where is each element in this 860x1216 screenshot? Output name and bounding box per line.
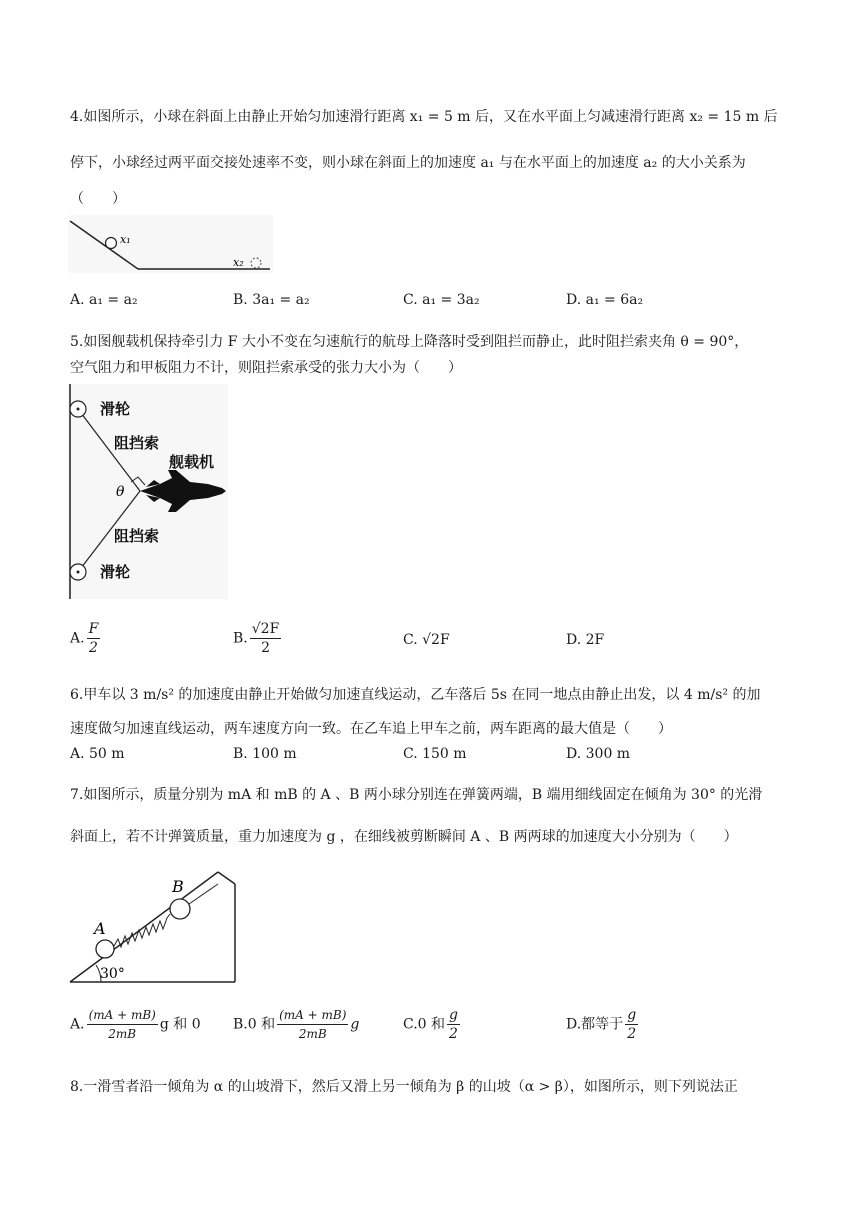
ball-icon bbox=[106, 238, 117, 249]
ball-b-icon bbox=[170, 899, 190, 919]
fig-b-label: B bbox=[172, 877, 184, 896]
q6-stem-line2: 速度做匀加速直线运动，两车速度方向一致。在乙车追上甲车之前，两车距离的最大值是（ ） bbox=[70, 721, 672, 737]
fig-cable-bottom-label: 阻挡索 bbox=[114, 527, 160, 545]
q6-option-a[interactable]: A. 50 m bbox=[70, 746, 125, 762]
fig-pulley-bottom-label: 滑轮 bbox=[100, 563, 131, 581]
q4-stem-line3: （ ） bbox=[70, 191, 126, 207]
q5-figure bbox=[68, 384, 228, 599]
q5-option-d[interactable]: D. 2F bbox=[566, 632, 605, 648]
q4-option-a[interactable]: A. a₁ = a₂ bbox=[70, 292, 138, 308]
fig-pulley-top-label: 滑轮 bbox=[100, 400, 131, 418]
spring-icon bbox=[114, 914, 170, 947]
q7-options bbox=[70, 1006, 792, 1052]
q5-options bbox=[70, 620, 792, 664]
q4-options bbox=[70, 292, 792, 316]
q4-figure bbox=[68, 215, 273, 273]
fig-x2-label: x₂ bbox=[233, 256, 244, 269]
q4-option-b[interactable]: B. 3a₁ = a₂ bbox=[233, 292, 310, 308]
q4-option-c[interactable]: C. a₁ = 3a₂ bbox=[403, 292, 480, 308]
q7-option-b[interactable]: B.0 和 $\frac{(mA + mB)}{2mB}$ g bbox=[233, 1008, 360, 1041]
q7-option-a[interactable]: A. $\frac{(mA + mB)}{2mB}$ g 和 0 bbox=[70, 1008, 201, 1041]
q5-option-c[interactable]: C. √2F bbox=[403, 632, 450, 648]
ball-a-icon bbox=[96, 940, 114, 958]
q7-figure bbox=[68, 868, 240, 986]
fig-plane-label: 舰载机 bbox=[169, 453, 215, 471]
q6-stem-line1: 6.甲车以 3 m/s² 的加速度由静止开始做匀加速直线运动，乙车落后 5s 在同一地点由静止出发，以 4 m/s² 的加 bbox=[70, 687, 761, 703]
fig-a-label: A bbox=[94, 919, 106, 938]
q6-option-d[interactable]: D. 300 m bbox=[566, 746, 631, 762]
q4-stem-line2: 停下，小球经过两平面交接处速率不变，则小球在斜面上的加速度 a₁ 与在水平面上的加速度 a₂ 的大小关系为 bbox=[70, 155, 746, 171]
q8-stem-line1: 8.一滑雪者沿一倾角为 α 的山坡滑下，然后又滑上另一倾角为 β 的山坡（α > β），如图所示，则下列说法正 bbox=[70, 1079, 738, 1095]
q7-option-d[interactable]: D.都等于 $\frac{g}{2}$ bbox=[566, 1007, 637, 1042]
q5-option-b[interactable]: B. $\frac{√2F}{2}$ bbox=[233, 621, 280, 656]
fig-angle-label: 30° bbox=[100, 966, 125, 982]
q7-stem-line2: 斜面上，若不计弹簧质量，重力加速度为 g ，在细线被剪断瞬间 A 、B 两两球的加速度大小分别为（ ） bbox=[70, 829, 738, 845]
fig-cable-top-label: 阻挡索 bbox=[114, 434, 160, 452]
q5-stem-line1: 5.如图舰载机保持牵引力 F 大小不变在匀速航行的航母上降落时受到阻拦而静止，此时阻拦索夹角 θ = 90°， bbox=[70, 334, 749, 350]
q5-option-a[interactable]: A. $\frac{F}{2}$ bbox=[70, 621, 99, 656]
fig-theta-label: θ bbox=[116, 484, 125, 500]
q4-stem-line1: 4.如图所示，小球在斜面上由静止开始匀加速滑行距离 x₁ = 5 m 后，又在水平面上匀减速滑行距离 x₂ = 15 m 后 bbox=[70, 109, 778, 125]
q6-option-b[interactable]: B. 100 m bbox=[233, 746, 297, 762]
q7-option-c[interactable]: C.0 和 $\frac{g}{2}$ bbox=[403, 1007, 458, 1042]
fig-x1-label: x₁ bbox=[120, 233, 131, 246]
q7-stem-line1: 7.如图所示，质量分别为 mA 和 mB 的 A 、B 两小球分别连在弹簧两端，B 端用细线固定在倾角为 30° 的光滑 bbox=[70, 787, 763, 803]
q6-option-c[interactable]: C. 150 m bbox=[403, 746, 467, 762]
q5-stem-line2: 空气阻力和甲板阻力不计，则阻拦索承受的张力大小为（ ） bbox=[70, 360, 462, 376]
q6-options bbox=[70, 746, 792, 770]
q4-option-d[interactable]: D. a₁ = 6a₂ bbox=[566, 292, 644, 308]
